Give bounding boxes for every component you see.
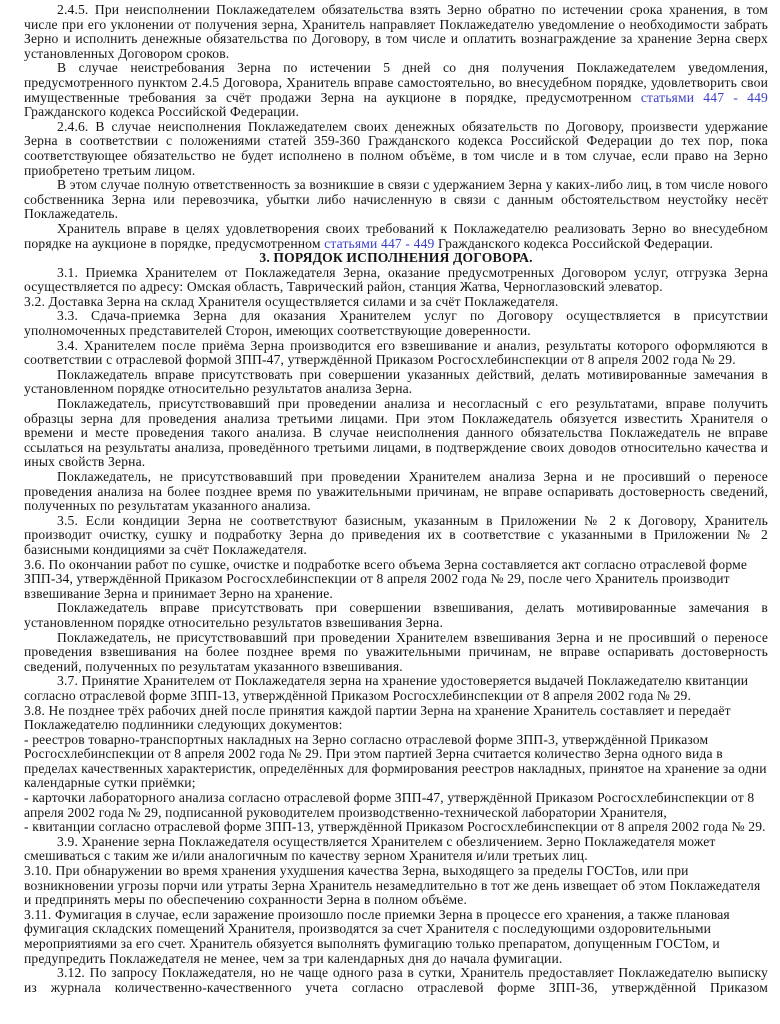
- paragraph-text: Хранитель вправе в целях удовлетворения своих требований к Поклажедателю реализовать Зерно во внесудебном порядке на аукционе в порядке, предусмотренном: [24, 220, 768, 251]
- paragraph-2-4-5: 2.4.5. При неисполнении Поклажедателем обязательства взять Зерно обратно по истечении срока хранения, в том числе при его уклонении от получения зерна, Хранитель направляет Поклажедателю уведомление о необходимости забрать Зерно и исполнить денежные обязательства по Договору, в том числе и оплатить вознаграждение за хранение Зерна сверх установленных Договором сроков.: [24, 2, 768, 61]
- paragraph-3-6-observe: Поклажедатель вправе присутствовать при совершении взвешивания, делать мотивированные замечания в установленном порядке относительно результатов взвешивания Зерна.: [24, 600, 768, 630]
- paragraph-3-9: 3.9. Хранение зерна Поклажедателя осуществляется Хранителем с обезличением. Зерно Поклажедателя может смешиваться с таким же и/или аналогичным по качеству зерном Хранителя и/или третьих лиц.: [24, 833, 716, 864]
- link-articles-447-449[interactable]: статьями 447 - 449: [324, 235, 435, 251]
- document-page: [24, 3, 768, 995]
- paragraph-3-3: 3.3. Сдача-приемка Зерна для оказания Хранителем услуг по Договору осуществляется в присутствии уполномоченных представителей Сторон, имеющих соответствующие доверенности.: [24, 308, 768, 339]
- paragraph-3-8-item-registers: - реестров товарно-транспортных накладных на Зерно согласно отраслевой форме ЗПП-3, утверждённой Приказом Росгосхлебинспекции от 8 апреля 2002 года № 29. При этом партией Зерна считается количество Зерна одного вида в пределах качественных характеристик, определённых для формирования реестров накладных, принятое на хранение за одни календарные сутки приёмки;: [24, 731, 767, 791]
- paragraph-3-8-item-receipts: - квитанции согласно отраслевой форме ЗПП-13, утверждённой Приказом Росгосхлебинспекции от 8 апреля 2002 года № 29.: [24, 819, 766, 835]
- paragraph-2-4-5-unclaimed-grain: [24, 61, 768, 119]
- paragraph-3-2: 3.2. Доставка Зерна на склад Хранителя осуществляется силами и за счёт Поклажедателя.: [24, 293, 559, 309]
- link-articles-447-449[interactable]: статьями 447 - 449: [640, 89, 769, 105]
- paragraph-2-4-6-liability: В этом случае полную ответственность за возникшие в связи с удержанием Зерна у каких-либо лиц, в том числе нового собственника Зерна или перевозчика, убытки либо начисленную в связи с данным обстоятельством неустойку несёт Поклажедатель.: [24, 177, 768, 222]
- paragraph-2-4-6-auction-right: [24, 222, 768, 251]
- paragraph-3-10: 3.10. При обнаружении во время хранения ухудшения качества Зерна, выходящего за пределы ГОСТов, или при возникновении угрозы порчи или утраты Зерна Хранитель незамедлительно в тот же день извещает об этом Поклажедателя и предпринять меры по обеспечению сохранности Зерна в полном объёме.: [24, 863, 761, 908]
- paragraph-3-6-absent: Поклажедатель, не присутствовавший при проведении Хранителем взвешивания Зерна и не просивший о переносе проведения взвешивания на более позднее время по уважительными причинам, не вправе оспаривать достоверность сведений, полученных по результатам указанного взвешивания.: [24, 629, 768, 674]
- paragraph-2-4-6: 2.4.6. В случае неисполнения Поклажедателем своих денежных обязательств по Договору, произвести удержание Зерна в соответствии с положениями статей 359-360 Гражданского кодекса Российской Федерации до тех пор, пока соответствующее обязательство не будет исполнено в полном объёме, в том числе и в том случае, если право на Зерно приобретено третьим лицом.: [24, 118, 768, 178]
- paragraph-3-12: 3.12. По запросу Поклажедателя, но не чаще одного раза в сутки, Хранитель предоставляет Поклажедателю выписку из журнала количественно-качественного учета согласно отраслевой форме ЗПП-36, утверждённой Приказом: [24, 965, 768, 995]
- paragraph-text: Гражданского кодекса Российской Федерации.: [24, 104, 300, 120]
- paragraph-3-11: 3.11. Фумигация в случае, если заражение произошло после приемки Зерна в процессе его хранения, а также плановая фумигация складских помещений Хранителя, производятся за счет Хранителя с последующими оздоровительными мероприятиями за его счет. Хранитель обязуется выполнять фумигацию только препаратом, допущенным ГОСТом, и предупредить Поклажедателя не менее, чем за три календарных дня до начала фумигации.: [24, 906, 730, 966]
- paragraph-3-8: 3.8. Не позднее трёх рабочих дней после принятия каждой партии Зерна на хранение Хранитель составляет и передаёт Поклажедателю подлинники следующих документов:: [24, 702, 731, 733]
- paragraph-3-6: 3.6. По окончании работ по сушке, очистке и подработке всего объема Зерна составляется акт согласно отраслевой форме ЗПП-34, утверждённой Приказом Росгосхлебинспекции от 8 апреля 2002 года № 29, после чего Хранитель производит взвешивание Зерна и принимает Зерно на хранение.: [24, 556, 748, 601]
- paragraph-text: В случае неистребования Зерна по истечении 5 дней со дня получения Поклажедателем уведомления, предусмотренного пунктом 2.4.5 Договора, Хранитель вправе самостоятельно, во внесудебном порядке, удовлетворить свои имущественные требования за счёт продажи Зерна на аукционе в порядке, предусмотренном: [24, 60, 768, 105]
- paragraph-3-1: 3.1. Приемка Хранителем от Поклажедателя Зерна, оказание предусмотренных Договором услуг, отгрузка Зерна осуществляется по адресу: Омская область, Таврический район, станция Жатва, Черноглазовский элеватор.: [24, 264, 768, 295]
- paragraph-3-5: 3.5. Если кондиции Зерна не соответствуют базисным, указанным в Приложении № 2 к Договору, Хранитель производит очистку, сушку и подработку Зерна до приведения их в соответствие с указанными в Приложении № 2 базисными кондициями за счёт Поклажедателя.: [24, 512, 768, 557]
- paragraph-3-4-absent: Поклажедатель, не присутствовавший при проведении Хранителем анализа Зерна и не просивший о переносе проведения анализа на более позднее время по уважительными причинам, не вправе оспаривать достоверность сведений, полученных по результатам указанного анализа.: [24, 469, 768, 514]
- paragraph-3-7: 3.7. Принятие Хранителем от Поклажедателя зерна на хранение удостоверяется выдачей Поклажедателю квитанции согласно отраслевой форме ЗПП-13, утверждённой Приказом Росгосхлебинспекции от 8 апреля 2002 года № 29.: [24, 673, 749, 703]
- paragraph-text: Гражданского кодекса Российской Федерации.: [434, 235, 714, 251]
- paragraph-3-4: 3.4. Хранителем после приёма Зерна производится его взвешивание и анализ, результаты которого оформляются в соответствии с отраслевой формой ЗПП-47, утверждённой Приказом Росгосхлебинспекции от 8 апреля 2002 года № 29.: [24, 337, 768, 368]
- section-heading-3: 3. ПОРЯДОК ИСПОЛНЕНИЯ ДОГОВОРА.: [259, 250, 533, 266]
- paragraph-3-8-item-lab-cards: - карточки лабораторного анализа согласно отраслевой форме ЗПП-47, утверждённой Приказом Росгосхлебинспекции от 8 апреля 2002 года № 29, подписанной руководителем производственно-технической лаборатории Хранителя,: [24, 790, 755, 820]
- paragraph-3-4-disagree: Поклажедатель, присутствовавший при проведении анализа и несогласный с его результатами, вправе получить образцы зерна для проведения анализа третьими лицами. При этом Поклажедатель обязуется известить Хранителя о времени и месте проведения такого анализа. В случае неисполнения данного обязательства Поклажедатель не вправе ссылаться на результаты анализа, проведённого третьими лицами, в подтверждение своих доводов относительно качества и иных свойств Зерна.: [24, 396, 768, 470]
- paragraph-3-4-observe: Поклажедатель вправе присутствовать при совершении указанных действий, делать мотивированные замечания в установленном порядке относительно результатов анализа Зерна.: [24, 366, 768, 397]
